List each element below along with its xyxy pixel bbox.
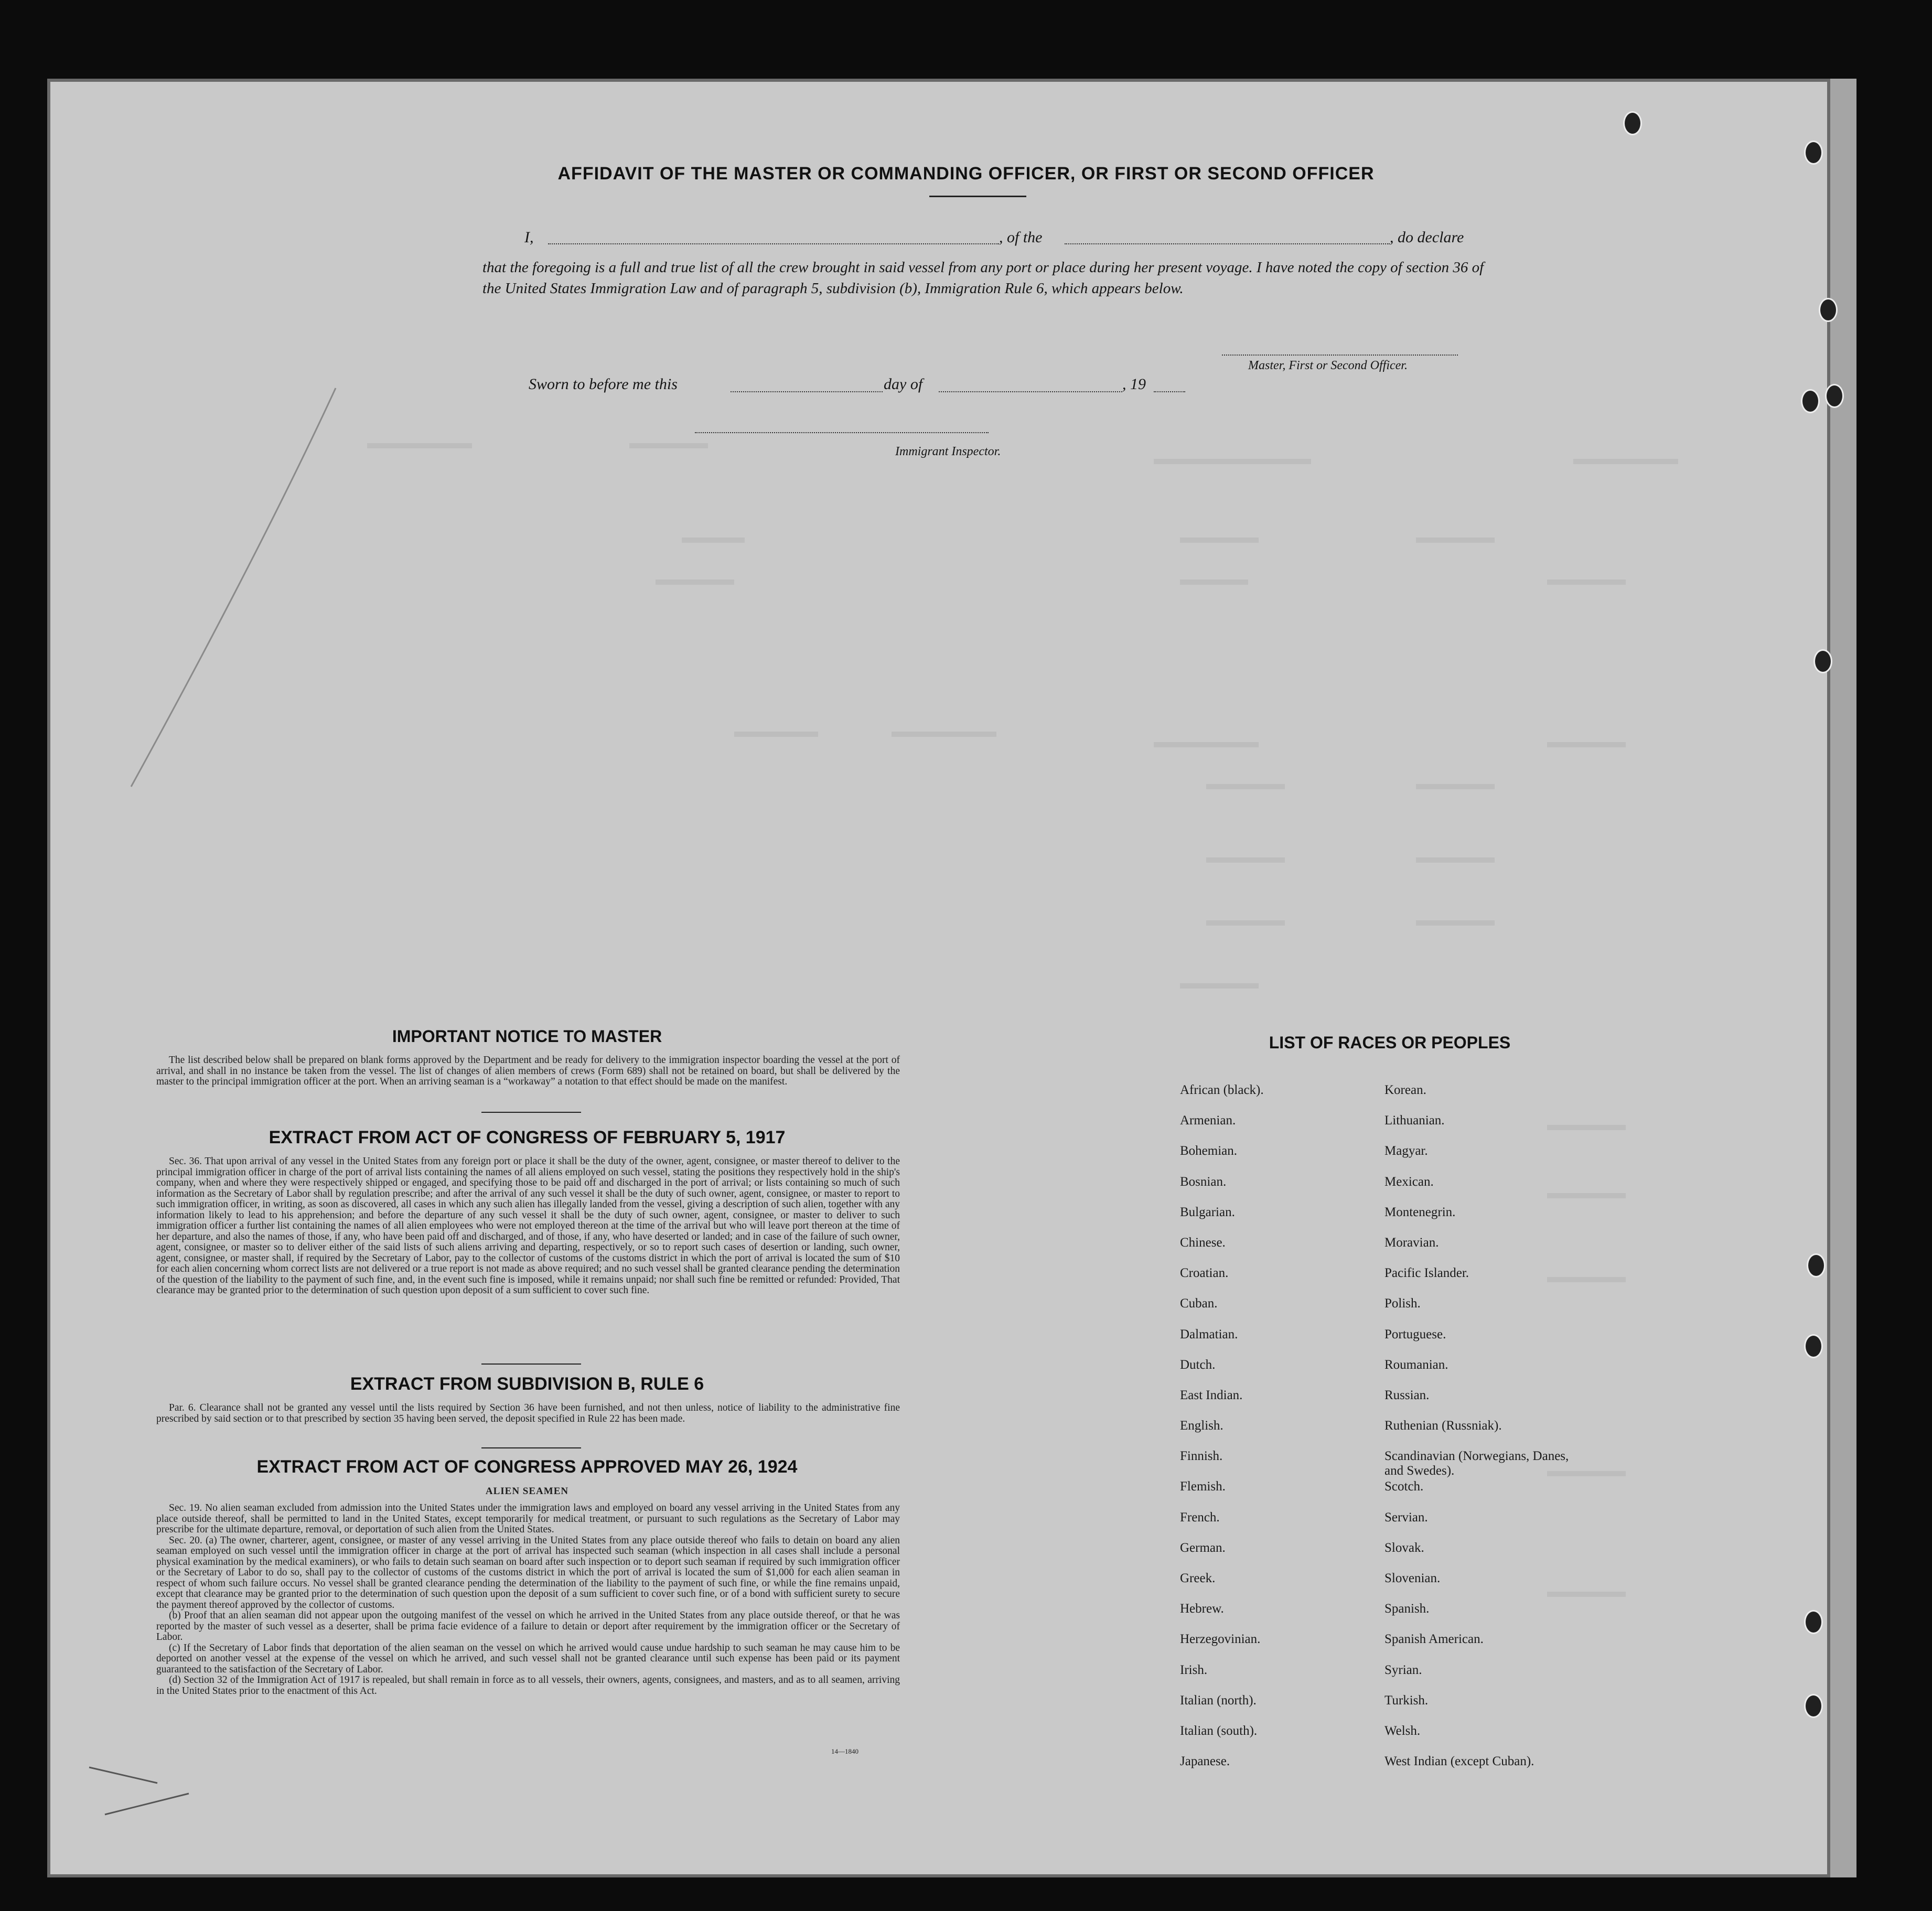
- race-item: Scotch.: [1384, 1479, 1424, 1494]
- race-item: Spanish.: [1384, 1602, 1430, 1616]
- sworn-year-blank[interactable]: [1154, 391, 1185, 392]
- race-item: French.: [1180, 1510, 1220, 1524]
- race-item: Scandinavian (Norwegians, Danes, and Swedes).: [1384, 1449, 1569, 1478]
- races-left-column: [1180, 1083, 1353, 1785]
- race-item: Syrian.: [1384, 1662, 1422, 1677]
- race-item: Croatian.: [1180, 1266, 1229, 1281]
- affidavit-title: AFFIDAVIT OF THE MASTER OR COMMANDING OFFICER, OR FIRST OR SECOND OFFICER: [557, 164, 1375, 184]
- race-item: Servian.: [1384, 1510, 1428, 1524]
- race-item: Slovak.: [1384, 1540, 1424, 1555]
- section-36-paragraph: Sec. 36. That upon arrival of any vessel in the United States from any foreign port or place it shall be the duty of the owner, agent, consignee, or master thereof to deliver to the principal immigration officer in charge of the port of arrival lists containing the names of all aliens employed on such vessel, stating the positions they respectively hold in the ship's company, when and where they were respectively shipped or engaged, and specifying those to be paid off and discharged in the port of arrival; or lists containing so much of such information as the Secretary of Labor shall by regulation prescribe; and after the arrival of any such vessel it shall be the duty of such owner, agent, consignee, or master to report to such immigration officer, in writing, as soon as discovered, all cases in which any such alien has illegally landed from the vessel, giving a description of such alien, together with any information likely to lead to his apprehension; and before the departure of any such vessel it shall be the duty of such owner, agent, consignee, or master to deliver to such immigration officer a further list containing the names of all alien employees who were not employed thereon at the time of the arrival but who will leave port thereon at the time of her departure, and also the names of those, if any, who have been paid off and discharged, and of those, if any, who have deserted or landed; and in case of the failure of such owner, agent, consignee, or master so to deliver either of the said lists of such aliens arriving and departing, respectively, or so to report such cases of desertion or landing, such owner, agent, consignee, or master shall, if required by the Secretary of Labor, pay to the collector of customs of the customs district in which the port of arrival is located the sum of $10 for each alien concerning whom correct lists are not delivered or a true report is not made as above required; and no such vessel shall be granted clearance pending the determination of the question of the liability to the payment of such fine, and, in the event such fine is imposed, while it remains unpaid; nor shall such fine be remitted or refunded: Provided, That clearance may be granted prior to the determination of such question upon deposit of a sum sufficient to cover such fine.: [156, 1156, 900, 1296]
- race-item: Bohemian.: [1180, 1144, 1238, 1158]
- race-item: Turkish.: [1384, 1693, 1429, 1708]
- subdivision-b-title: EXTRACT FROM SUBDIVISION B, RULE 6: [350, 1374, 704, 1394]
- races-title: LIST OF RACES OR PEOPLES: [1269, 1033, 1511, 1052]
- sworn-label: Sworn to before me this: [529, 375, 678, 393]
- race-item: Polish.: [1384, 1296, 1421, 1311]
- race-item: East Indian.: [1180, 1388, 1243, 1402]
- extract-1917-body: [156, 1156, 900, 1296]
- sworn-month-blank[interactable]: [939, 391, 1122, 392]
- race-item: African (black).: [1180, 1083, 1264, 1097]
- race-item: Dalmatian.: [1180, 1327, 1238, 1341]
- race-item: English.: [1180, 1419, 1223, 1433]
- inspector-label: Immigrant Inspector.: [895, 445, 1001, 458]
- race-item: Russian.: [1384, 1388, 1430, 1402]
- race-item: Moravian.: [1384, 1235, 1439, 1250]
- declare-of-the-label: , of the: [999, 229, 1043, 246]
- race-item: Bulgarian.: [1180, 1205, 1235, 1219]
- race-item: Lithuanian.: [1384, 1113, 1445, 1128]
- race-item: Slovenian.: [1384, 1571, 1441, 1585]
- race-item: Ruthenian (Russniak).: [1384, 1419, 1502, 1433]
- vessel-blank[interactable]: [1065, 243, 1390, 244]
- race-item: Hebrew.: [1180, 1602, 1224, 1616]
- notice-body: [156, 1055, 900, 1088]
- race-item: Montenegrin.: [1384, 1205, 1456, 1219]
- race-item: Greek.: [1180, 1571, 1216, 1585]
- divider: [481, 1364, 581, 1365]
- form-number: 14—1840: [831, 1747, 858, 1755]
- subdivision-b-body: [156, 1403, 900, 1424]
- race-item: Chinese.: [1180, 1235, 1226, 1250]
- race-item: Herzegovinian.: [1180, 1632, 1261, 1647]
- race-item: Finnish.: [1180, 1449, 1223, 1464]
- race-item: Portuguese.: [1384, 1327, 1446, 1341]
- races-right-column: [1384, 1083, 1579, 1785]
- divider: [481, 1112, 581, 1113]
- affidavit-body: that the foregoing is a full and true list of all the crew brought in said vessel from any port or place during her present voyage. I have noted the copy of section 36 of the United States Immigration Law and of paragraph 5, subdivision (b), Immigration Rule 6, which appears below.: [482, 259, 1484, 297]
- race-item: Welsh.: [1384, 1723, 1421, 1738]
- par-6-paragraph: Par. 6. Clearance shall not be granted any vessel until the lists required by Section 36 have been furnished, and not then unless, notice of liability to the administrative fine prescribed by said section or to that prescribed by section 35 having been served, the deposit specified in Rule 22 has been made.: [156, 1402, 900, 1424]
- race-item: Roumanian.: [1384, 1357, 1448, 1372]
- race-item: Spanish American.: [1384, 1632, 1484, 1647]
- master-signature-label: Master, First or Second Officer.: [1248, 359, 1408, 372]
- section-20c-paragraph: (c) If the Secretary of Labor finds that deportation of the alien seaman on the vessel on which he arrived would cause undue hardship to such seaman he may cause him to be deported on another vessel at the expense of the vessel on which he arrived, and such vessel shall not be granted clearance until such expense has been paid or its payment guaranteed to the satisfaction of the Secretary of Labor.: [156, 1642, 900, 1675]
- declare-label: , do declare: [1390, 229, 1464, 246]
- extract-1924-title: EXTRACT FROM ACT OF CONGRESS APPROVED MAY 26, 1924: [256, 1457, 798, 1477]
- race-item: Pacific Islander.: [1384, 1266, 1469, 1281]
- race-item: Cuban.: [1180, 1296, 1218, 1311]
- master-signature-blank[interactable]: [1222, 355, 1458, 356]
- notice-title: IMPORTANT NOTICE TO MASTER: [392, 1027, 662, 1046]
- race-item: Italian (north).: [1180, 1693, 1257, 1708]
- race-item: Dutch.: [1180, 1357, 1216, 1372]
- race-item: Japanese.: [1180, 1754, 1230, 1769]
- section-20d-paragraph: (d) Section 32 of the Immigration Act of 1917 is repealed, but shall remain in force as to all vessels, their owners, agents, consignees, and masters, and as to all seamen, arriving in the United States prior to the enactment of this Act.: [156, 1674, 900, 1697]
- alien-seamen-subtitle: ALIEN SEAMEN: [485, 1486, 569, 1497]
- race-item: Italian (south).: [1180, 1723, 1258, 1738]
- inspector-signature-blank[interactable]: [695, 432, 989, 433]
- race-item: Armenian.: [1180, 1113, 1236, 1128]
- race-item: Mexican.: [1384, 1174, 1434, 1189]
- notice-paragraph: The list described below shall be prepared on blank forms approved by the Department and be ready for delivery to the immigration inspector boarding the vessel at the port of arrival, and shall in no instance be taken from the vessel. The list of changes of alien members of crews (Form 689) shall not be retained on board, but shall be delivered by the master to the principal immigration officer at the port. When an arriving seaman is a “workaway” a notation to that effect should be made on the manifest.: [156, 1055, 900, 1087]
- race-item: Flemish.: [1180, 1479, 1226, 1494]
- sworn-day-blank[interactable]: [731, 391, 883, 392]
- section-20a-paragraph: Sec. 20. (a) The owner, charterer, agent, consignee, or master of any vessel arriving in the United States from any place outside thereof who fails to detain on board any alien seaman employed on such vessel until the immigration officer in charge at the port of arrival has inspected such seaman (which inspection in all cases shall include a personal physical examination by the medical examiners), or who fails to detain such seaman on board after such inspection or to deport such seaman if required by such immigration officer or the Secretary of Labor to do so, shall pay to the collector of customs of the customs district in which the port of arrival is located the sum of $1,000 for each alien seaman in respect of whom such failure occurs. No vessel shall be granted clearance pending the determination of the liability to the payment of such fine, or while the fine remains unpaid, except that clearance may be granted prior to the determination of such question upon the deposit of a sum sufficient to cover such fine, or of a bond with sufficient surety to secure the payment thereof approved by the collector of customs.: [156, 1534, 900, 1611]
- race-item: Korean.: [1384, 1083, 1426, 1097]
- race-item: Bosnian.: [1180, 1174, 1227, 1189]
- divider: [481, 1447, 581, 1448]
- section-20b-paragraph: (b) Proof that an alien seaman did not appear upon the outgoing manifest of the vessel on which he arrived in the United States from any place outside thereof, or that he was reported by the master of such vessel as a deserter, shall be prima facie evidence of a failure to detain or deport after requirement by the immigration officer or the Secretary of Labor.: [156, 1610, 900, 1642]
- extract-1917-title: EXTRACT FROM ACT OF CONGRESS OF FEBRUARY 5, 1917: [269, 1128, 786, 1147]
- title-rule: [929, 196, 1026, 197]
- name-blank[interactable]: [548, 243, 999, 244]
- sworn-year-label: , 19: [1122, 375, 1146, 393]
- section-19-paragraph: Sec. 19. No alien seaman excluded from admission into the United States under the immigration laws and employed on board any vessel arriving in the United States from any place outside thereof, shall be permitted to land in the United States, except temporarily for medical treatment, or pursuant to such regulations as the Secretary of Labor may prescribe for the ultimate departure, removal, or deportation of such alien from the United States.: [156, 1502, 900, 1535]
- race-item: Magyar.: [1384, 1144, 1428, 1158]
- race-item: German.: [1180, 1540, 1226, 1555]
- declare-i-label: I,: [524, 229, 534, 246]
- extract-1924-body: [156, 1503, 900, 1697]
- race-item: West Indian (except Cuban).: [1384, 1754, 1534, 1769]
- race-item: Irish.: [1180, 1662, 1208, 1677]
- sworn-day-of-label: day of: [884, 375, 923, 393]
